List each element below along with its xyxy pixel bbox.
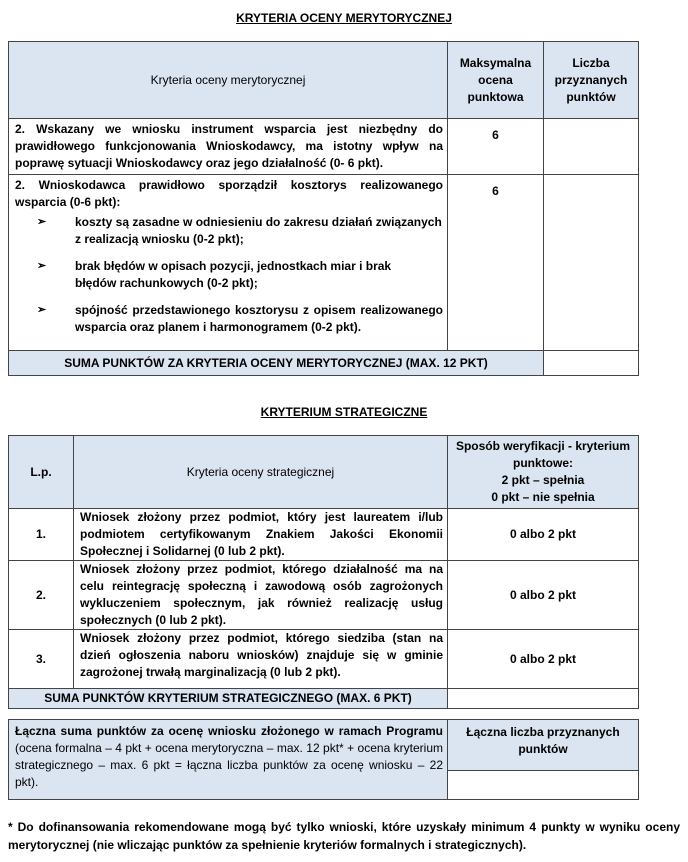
header-lp: L.p. [9,436,74,509]
section1-title: KRYTERIA OCENY MERYTORYCZNEJ [236,11,452,25]
criterion-row2 [9,175,448,351]
total-description: Łączna suma punktów za ocenę wniosku złożonego w ramach Programu (ocena formalna – 4 pkt + ocena merytoryczna – max. 12 pkt* + ocena kryterium strategicznego – max. 6 pkt = łączna liczba punktów za ocenę wniosku – 22 pkt). [9,720,448,800]
strategic-criteria-table [8,435,639,709]
table-row: 2. Wniosek złożony przez podmiot, którego działalność ma na celu reintegrację społeczną i zawodową osób zagrożonych wykluczeniem społecznym, jak również realizację usług społecznych (0 lub 2 pkt). 0 albo 2 pkt [9,561,639,630]
criterion-row2-max: 6 [448,175,544,351]
strategic-sum-label: SUMA PUNKTÓW KRYTERIUM STRATEGICZNEGO (MAX. 6 PKT) [9,689,448,709]
strategic-sum-value[interactable] [448,689,639,709]
list-item: ➢ brak błędów w opisach pozycji, jednostkach miar i brak błędów rachunkowych (0-2 pkt); [15,258,443,292]
table-row: 1. Wniosek złożony przez podmiot, który jest laureatem i/lub podmiotem certyfikowanym Znakiem Jakości Ekonomii Społecznej i Solidarnej (0 lub 2 pkt). 0 albo 2 pkt [9,509,639,561]
criterion-row2-awarded[interactable] [544,175,639,351]
header-criteria: Kryteria oceny merytorycznej [9,42,448,119]
header-total-points: Łączna liczba przyznanych punktów [448,720,639,771]
header-strategic-criteria: Kryteria oceny strategicznej [74,436,448,509]
merit-criteria-table [8,41,639,376]
total-score-table [8,719,639,800]
footnote: * Do dofinansowania rekomendowane mogą być tylko wnioski, które uzyskały minimum 4 punkty w wyniku oceny merytorycznej (nie wliczając punktów za spełnienie kryteriów formalnych i strategicznych). [8,820,680,852]
header-max-points: Maksymalna ocena punktowa [448,42,544,119]
header-awarded-points: Liczba przyznanych punktów [544,42,639,119]
list-item: ➢ spójność przedstawionego kosztorysu z opisem realizowanego wsparcia oraz planem i harmonogramem (0-2 pkt). [15,302,443,336]
criterion-row1-awarded[interactable] [544,119,639,175]
criterion-row1-text: 2. Wskazany we wniosku instrument wsparcia jest niezbędny do prawidłowego funkcjonowania Wnioskodawcy, ma istotny wpływ na poprawę sytuacji Wnioskodawcy oraz jego działalność (0- 6 pkt). [9,119,448,175]
section2-title: KRYTERIUM STRATEGICZNE [260,405,428,419]
merit-sum-label: SUMA PUNKTÓW ZA KRYTERIA OCENY MERYTORYCZNEJ (MAX. 12 PKT) [9,351,544,376]
criterion-row2-intro: 2. Wnioskodawca prawidłowo sporządził kosztorys realizowanego wsparcia (0-6 pkt): [15,178,443,209]
criterion-row1-max: 6 [448,119,544,175]
table-row: 3. Wniosek złożony przez podmiot, którego siedziba (stan na dzień ogłoszenia naboru wniosków) znajduje się w gminie zagrożonej trwałą marginalizacją (0 lub 2 pkt). 0 albo 2 pkt [9,630,639,689]
list-item: ➢ koszty są zasadne w odniesieniu do zakresu działań związanych z realizacją wniosku (0-2 pkt); [15,214,443,248]
header-verification: Sposób weryfikacji - kryterium punktowe: 2 pkt – spełnia 0 pkt – nie spełnia [448,436,639,509]
arrow-bullet-icon: ➢ [37,216,47,228]
arrow-bullet-icon: ➢ [37,304,47,316]
merit-sum-value[interactable] [544,351,639,376]
total-points-value[interactable] [448,771,639,800]
arrow-bullet-icon: ➢ [37,260,47,272]
